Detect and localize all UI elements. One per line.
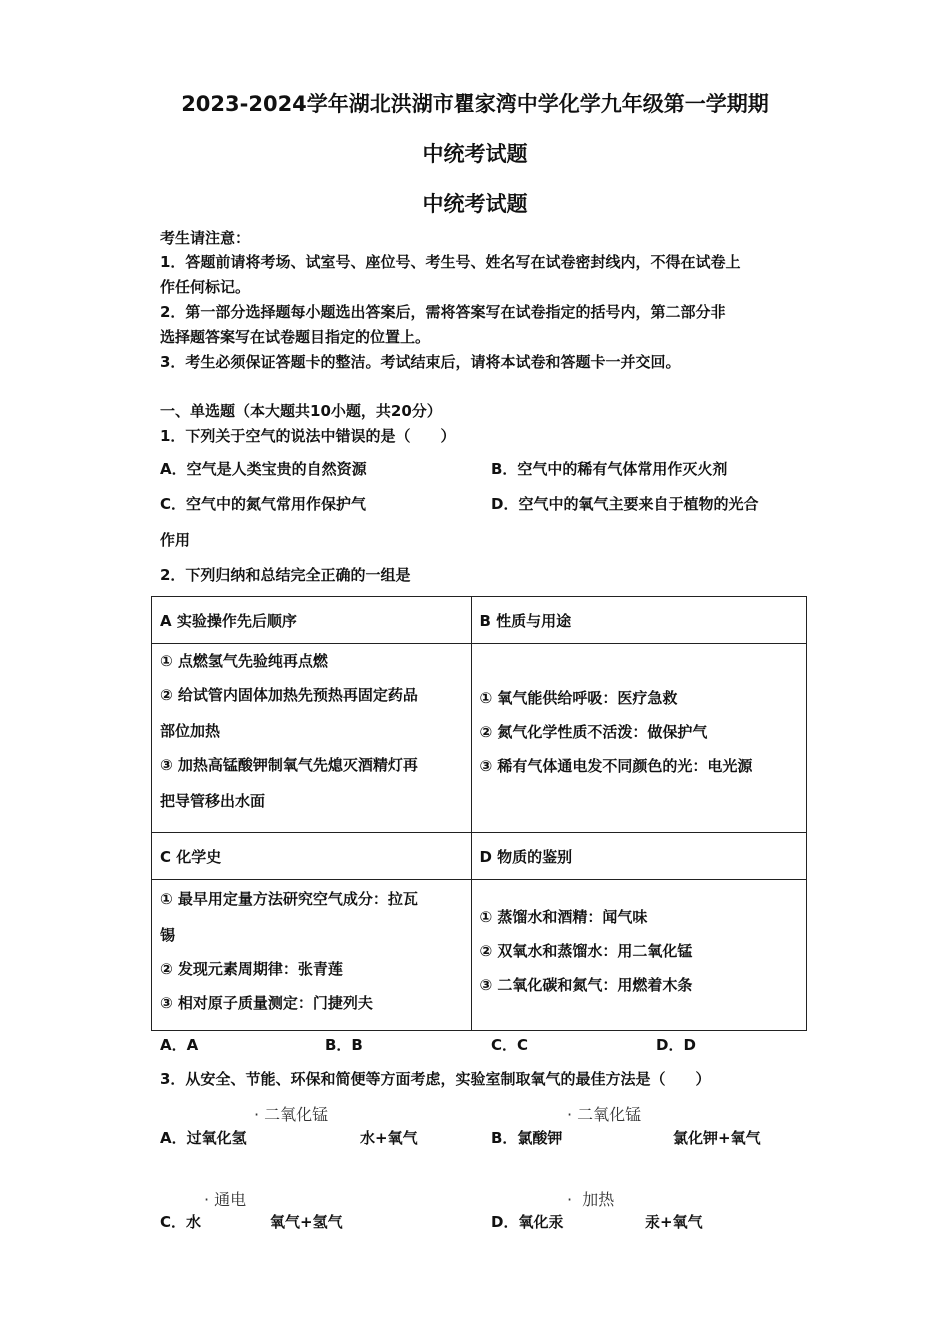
table-line: ③ 二氧化碳和氮气：用燃着木条 xyxy=(479,976,693,994)
question-3-option-c-label: C．水 xyxy=(160,1213,202,1231)
question-3-option-c-product: 氧气+氢气 xyxy=(270,1213,343,1231)
table-line: ① 最早用定量方法研究空气成分：拉瓦 xyxy=(160,890,418,908)
question-2-table xyxy=(151,596,807,1031)
question-3-option-c-condition: · 通电 xyxy=(204,1190,247,1209)
question-3-option-d-condition: · 加热 xyxy=(567,1190,615,1209)
page-title-line-3: 中统考试题 xyxy=(422,192,528,216)
table-line: ② 给试管内固体加热先预热再固定药品 xyxy=(160,686,418,704)
question-3-option-a-condition: · 二氧化锰 xyxy=(254,1105,329,1124)
question-1-option-a: A．空气是人类宝贵的自然资源 xyxy=(160,460,367,478)
table-cell-c-body xyxy=(152,880,472,1031)
page-title-line-1: 2023-2024学年湖北洪湖市瞿家湾中学化学九年级第一学期期 xyxy=(181,92,769,116)
table-cell-d-body xyxy=(471,880,807,1031)
notice-line: 1．答题前请将考场、试室号、座位号、考生号、姓名写在试卷密封线内，不得在试卷上 xyxy=(160,253,741,271)
condition-text: 二氧化锰 xyxy=(577,1105,642,1124)
question-3-option-b-condition: · 二氧化锰 xyxy=(567,1105,642,1124)
table-cell-a-body xyxy=(152,644,472,833)
question-2-option-a: A．A xyxy=(160,1036,199,1054)
table-line: ③ 加热高锰酸钾制氧气先熄灭酒精灯再 xyxy=(160,756,418,774)
question-2-option-c: C．C xyxy=(491,1036,529,1054)
question-2-option-d: D．D xyxy=(656,1036,696,1054)
table-line: ③ 稀有气体通电发不同颜色的光：电光源 xyxy=(479,757,753,775)
question-3-option-a-label: A．过氧化氢 xyxy=(160,1129,247,1147)
question-3-option-a-product: 水+氧气 xyxy=(360,1129,418,1147)
question-3-option-b-product: 氯化钾+氧气 xyxy=(673,1129,761,1147)
table-cell-b-head: B 性质与用途 xyxy=(471,597,807,644)
question-2-stem: 2．下列归纳和总结完全正确的一组是 xyxy=(160,566,411,584)
table-cell-b-body xyxy=(471,644,807,833)
notice-line: 作任何标记。 xyxy=(160,278,251,296)
question-3-option-b-label: B．氯酸钾 xyxy=(491,1129,563,1147)
table-line: ③ 相对原子质量测定：门捷列夫 xyxy=(160,994,373,1012)
page-title-line-2: 中统考试题 xyxy=(422,142,528,166)
table-line: ② 双氧水和蒸馏水：用二氧化锰 xyxy=(479,942,693,960)
condition-text: 加热 xyxy=(582,1190,615,1209)
notice-line: 2．第一部分选择题每小题选出答案后，需将答案写在试卷指定的括号内，第二部分非 xyxy=(160,303,726,321)
table-line: ① 蒸馏水和酒精：闻气味 xyxy=(479,908,648,926)
table-line: ② 发现元素周期律：张青莲 xyxy=(160,960,343,978)
question-1-stem: 1．下列关于空气的说法中错误的是（ ） xyxy=(160,427,456,445)
question-3-stem: 3．从安全、节能、环保和简便等方面考虑，实验室制取氧气的最佳方法是（ ） xyxy=(160,1070,711,1088)
table-cell-a-head: A 实验操作先后顺序 xyxy=(152,597,472,644)
notice-line: 选择题答案写在试卷题目指定的位置上。 xyxy=(160,328,431,346)
section-heading: 一、单选题（本大题共10小题，共20分） xyxy=(160,402,442,420)
notice-line: 3．考生必须保证答题卡的整洁。考试结束后，请将本试卷和答题卡一并交回。 xyxy=(160,353,681,371)
question-2-option-b: B．B xyxy=(325,1036,363,1054)
notice-heading: 考生请注意： xyxy=(160,229,251,247)
table-line: ① 氧气能供给呼吸：医疗急救 xyxy=(479,689,678,707)
question-3-option-d-label: D．氧化汞 xyxy=(491,1213,564,1231)
table-line: ② 氮气化学性质不活泼：做保护气 xyxy=(479,723,708,741)
condition-text: 通电 xyxy=(214,1190,247,1209)
condition-text: 二氧化锰 xyxy=(264,1105,329,1124)
table-cell-d-head: D 物质的鉴别 xyxy=(471,833,807,880)
question-3-option-d-product: 汞+氧气 xyxy=(645,1213,703,1231)
question-1-option-d-continued: 作用 xyxy=(160,531,191,549)
table-line: 部位加热 xyxy=(160,722,221,740)
table-line: 锡 xyxy=(160,926,176,944)
question-1-option-d: D．空气中的氧气主要来自于植物的光合 xyxy=(491,495,759,513)
table-line: 把导管移出水面 xyxy=(160,792,266,810)
question-1-option-b: B．空气中的稀有气体常用作灭火剂 xyxy=(491,460,728,478)
table-line: ① 点燃氢气先验纯再点燃 xyxy=(160,652,328,670)
question-1-option-c: C．空气中的氮气常用作保护气 xyxy=(160,495,367,513)
table-cell-c-head: C 化学史 xyxy=(152,833,472,880)
